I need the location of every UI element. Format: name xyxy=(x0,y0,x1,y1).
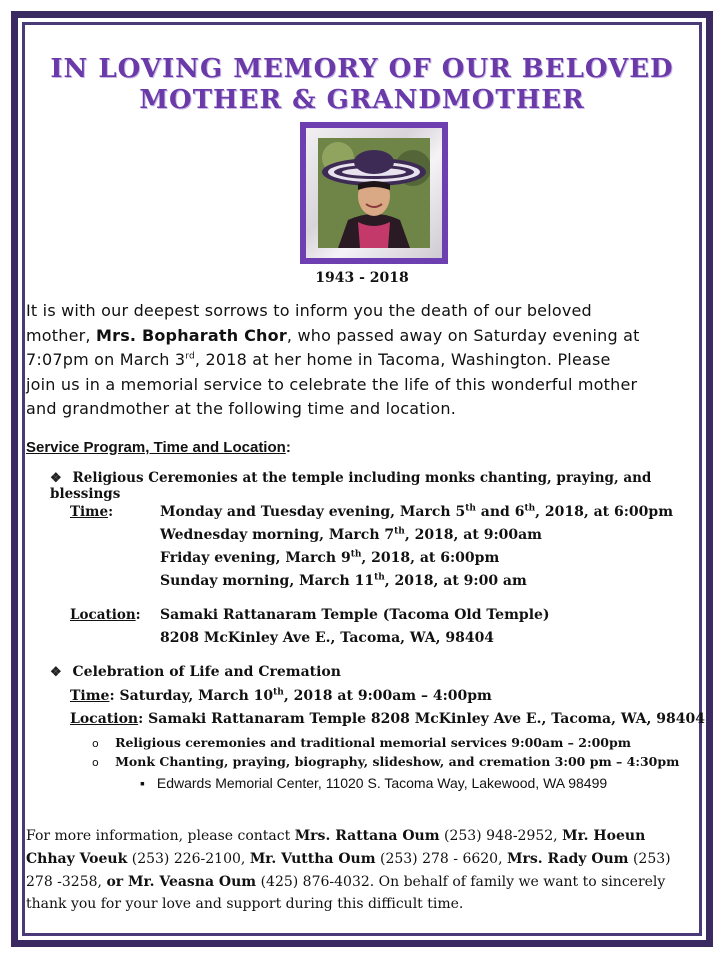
venue-text: Edwards Memorial Center, 11020 S. Tacoma Way, Lakewood, WA 98499 xyxy=(156,775,608,791)
intro-text: join us in a memorial service to celebrate the life of this wonderful mother xyxy=(26,374,638,394)
ordinal-suffix: rd xyxy=(185,351,195,362)
deceased-name: Mrs. Bopharath Chor xyxy=(95,325,287,345)
intro-text: 7:07pm on March 3 xyxy=(26,350,186,369)
portrait-mat xyxy=(306,128,442,258)
contact-name: Mr. Vuttha Oum xyxy=(249,850,376,867)
intro-text: , who passed away on Saturday evening at xyxy=(286,325,640,345)
contact-phone: (253) 278 - 6620, xyxy=(375,850,507,867)
sub-item-text: Religious ceremonies and traditional memorial services 9:00am – 2:00pm xyxy=(115,735,631,750)
intro-line xyxy=(26,299,698,324)
title-line-1: IN LOVING MEMORY OF OUR BELOVED xyxy=(50,54,674,84)
intro-text: and grandmother at the following time and location. xyxy=(26,399,457,418)
ceremony-1-bullet xyxy=(50,470,724,502)
location-label: Location xyxy=(70,711,139,727)
life-years: 1943 - 2018 xyxy=(315,270,409,286)
intro-text: mother, xyxy=(26,325,96,345)
ceremony-1-location-label xyxy=(70,607,141,623)
intro-paragraph xyxy=(26,299,698,422)
footer-line xyxy=(26,848,698,871)
time-text: Friday evening, March 9 xyxy=(160,550,351,566)
contact-name: Chhay Voeuk xyxy=(26,850,128,867)
ceremony-1-location-1: Samaki Rattanaram Temple (Tacoma Old Temple) xyxy=(160,607,550,623)
ordinal-suffix: th xyxy=(524,503,536,514)
ordinal-suffix: th xyxy=(273,687,284,698)
title-line-2: MOTHER & GRANDMOTHER xyxy=(139,85,585,115)
circle-bullet-icon: o xyxy=(92,737,99,750)
ceremony-1-title: Religious Ceremonies at the temple including monks chanting, praying, and blessings xyxy=(50,470,652,502)
ceremony-1-time-4 xyxy=(160,573,527,589)
ceremony-2-time xyxy=(70,688,492,704)
square-bullet-icon: ▪ xyxy=(140,775,145,791)
time-text: , 2018 at 9:00am – 4:00pm xyxy=(283,688,492,704)
ceremony-1-time-label xyxy=(70,504,113,520)
footer-line xyxy=(26,893,698,916)
time-text: , 2018, at 9:00am xyxy=(404,527,542,543)
footer-text: (425) 876-4032. On behalf of family we want to sincerely xyxy=(256,873,666,890)
intro-text: , 2018 at her home in Tacoma, Washington. Please xyxy=(194,350,611,369)
diamond-bullet-icon: ❖ xyxy=(50,665,62,680)
contact-paragraph xyxy=(26,825,698,916)
ordinal-suffix: th xyxy=(394,526,405,537)
ceremony-1-location-2: 8208 McKinley Ave E., Tacoma, WA, 98404 xyxy=(160,630,495,646)
ordinal-suffix: th xyxy=(465,503,476,514)
circle-bullet-icon: o xyxy=(92,756,99,769)
time-text: Sunday morning, March 11 xyxy=(160,573,375,589)
footer-text: thank you for your love and support during this difficult time. xyxy=(26,896,464,913)
intro-line xyxy=(26,348,698,373)
footer-text: For more information, please contact xyxy=(26,828,295,844)
portrait-photo xyxy=(318,138,430,248)
intro-text: It is with our deepest sorrows to inform you the death of our beloved xyxy=(26,301,592,320)
contact-name: Mrs. Rady Oum xyxy=(506,850,629,867)
ceremony-1-time-2 xyxy=(160,527,542,543)
time-text: and 6 xyxy=(475,504,525,520)
time-text: , 2018, at 9:00 am xyxy=(384,573,527,589)
portrait-illustration xyxy=(318,138,430,248)
ordinal-suffix: th xyxy=(350,549,362,560)
contact-phone: (253) 226-2100, xyxy=(127,850,250,867)
contact-phone: (253) 948-2952, xyxy=(439,828,563,844)
location-label: Location xyxy=(70,607,136,623)
location-text: : Samaki Rattanaram Temple 8208 McKinley Ave E., Tacoma, WA, 98404 xyxy=(138,711,705,727)
time-text: , 2018, at 6:00pm xyxy=(535,504,674,520)
time-label: Time xyxy=(70,504,109,520)
program-heading-text: Service Program, Time and Location xyxy=(26,439,286,456)
footer-line xyxy=(26,825,698,848)
intro-line xyxy=(26,373,698,398)
contact-phone: (253) xyxy=(628,850,671,867)
ordinal-suffix: th xyxy=(374,572,385,583)
time-text: Monday and Tuesday evening, March 5 xyxy=(160,504,466,520)
time-text: , 2018, at 6:00pm xyxy=(361,550,500,566)
ceremony-2-location xyxy=(70,711,705,727)
program-heading-colon: : xyxy=(285,439,291,456)
location-colon: : xyxy=(135,607,141,623)
time-text: : Saturday, March 10 xyxy=(109,688,274,704)
contact-name: Mrs. Rattana Oum xyxy=(294,828,440,844)
sub-item-text: Monk Chanting, praying, biography, slideshow, and cremation 3:00 pm – 4:30pm xyxy=(115,754,680,769)
ceremony-2-bullet xyxy=(50,664,341,680)
contact-name: Mr. Veasna Oum xyxy=(128,873,257,890)
footer-or: or xyxy=(106,873,129,890)
intro-line xyxy=(26,397,698,422)
ceremony-1-time-3 xyxy=(160,550,499,566)
time-text: Wednesday morning, March 7 xyxy=(160,527,395,543)
time-colon: : xyxy=(108,504,114,520)
portrait-frame xyxy=(300,122,448,264)
ceremony-2-sub-2-detail xyxy=(140,775,607,791)
ceremony-2-title: Celebration of Life and Cremation xyxy=(72,664,341,680)
ceremony-1-time-1 xyxy=(160,504,673,520)
ceremony-2-sub-2 xyxy=(92,754,679,769)
time-label: Time xyxy=(70,688,110,704)
contact-phone: 278 -3258, xyxy=(26,873,107,890)
footer-line xyxy=(26,871,698,894)
contact-name: Mr. Hoeun xyxy=(562,828,646,844)
diamond-bullet-icon: ❖ xyxy=(50,471,62,486)
ceremony-2-sub-1 xyxy=(92,735,631,750)
program-heading xyxy=(26,439,291,456)
intro-line xyxy=(26,324,698,349)
